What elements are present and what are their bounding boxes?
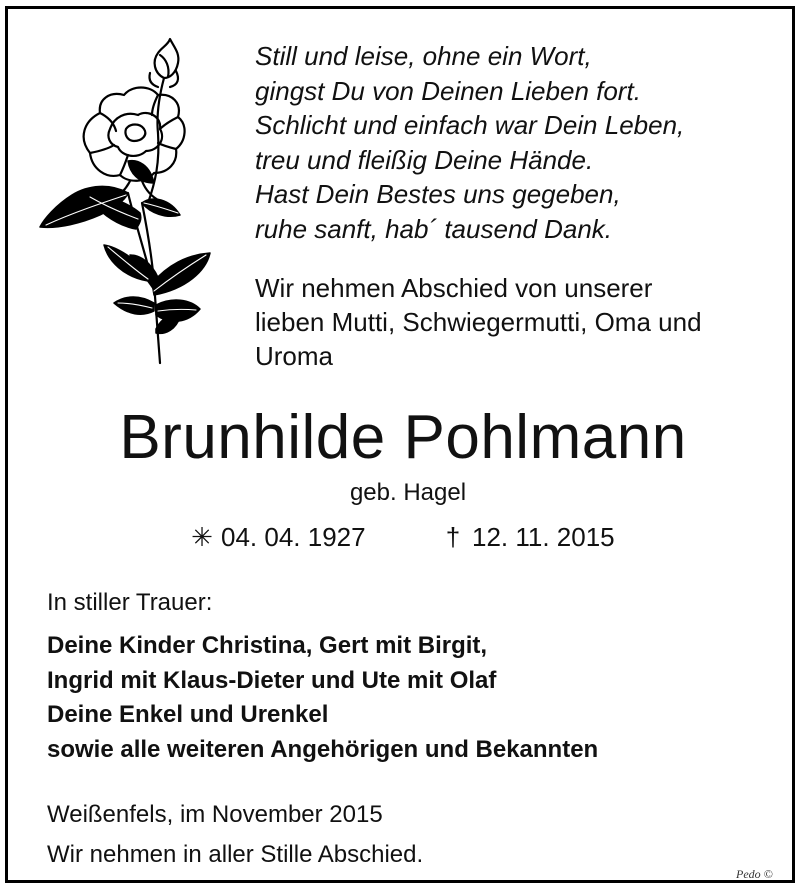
intro-line: Wir nehmen Abschied von unserer xyxy=(255,273,653,303)
death-date: 12. 11. 2015 xyxy=(472,522,615,552)
death-cross-icon: † xyxy=(445,522,461,552)
birth-date-group xyxy=(191,519,366,555)
intro-line: Uroma xyxy=(255,341,334,371)
mourner-line: Deine Enkel und Urenkel xyxy=(47,701,329,729)
poem-line: treu und fleißig Deine Hände. xyxy=(255,144,594,175)
mourners-list xyxy=(47,629,598,768)
rose-drawing-icon xyxy=(30,33,230,373)
obituary-frame xyxy=(5,6,795,883)
mourning-label: In stiller Trauer: xyxy=(47,589,213,616)
poem xyxy=(255,39,684,246)
farewell-line: Wir nehmen in aller Stille Abschied. xyxy=(47,841,424,868)
birth-name: geb. Hagel xyxy=(349,479,467,506)
poem-line: Hast Dein Bestes uns gegeben, xyxy=(255,179,621,209)
poem-line: Schlicht und einfach war Dein Leben, xyxy=(255,110,685,140)
death-date-group xyxy=(442,519,615,555)
credit-mark: Pedo © xyxy=(736,867,773,881)
poem-line: ruhe sanft, hab´ tausend Dank. xyxy=(255,213,613,244)
intro-line: lieben Mutti, Schwiegermutti, Oma und xyxy=(255,307,702,337)
farewell-intro xyxy=(255,271,775,373)
birth-date: 04. 04. 1927 xyxy=(221,522,366,552)
mourner-line: Ingrid mit Klaus-Dieter und Ute mit Olaf xyxy=(47,666,497,694)
deceased-name: Brunhilde Pohlmann xyxy=(119,403,687,472)
closing xyxy=(47,795,423,875)
poem-line: Still und leise, ohne ein Wort, xyxy=(255,41,592,71)
birth-star-icon: ✳ xyxy=(191,522,213,552)
mourner-line: Deine Kinder Christina, Gert mit Birgit, xyxy=(47,632,488,659)
place-date: Weißenfels, im November 2015 xyxy=(47,801,383,828)
poem-line: gingst Du von Deinen Lieben fort. xyxy=(255,75,641,106)
mourner-line: sowie alle weiteren Angehörigen und Bekannten xyxy=(47,736,599,764)
life-dates xyxy=(8,519,800,555)
